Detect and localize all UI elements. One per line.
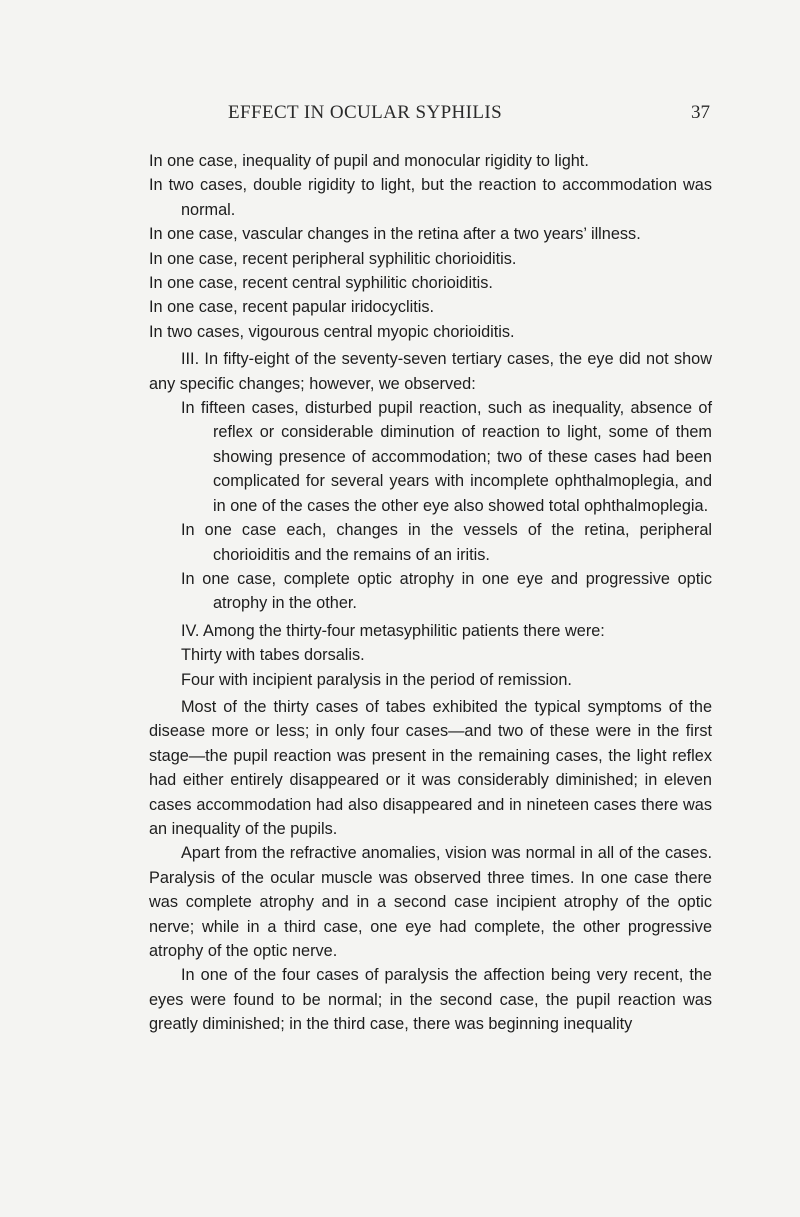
finding-item: In two cases, double rigidity to light, but the reaction to accommodation was normal. [149, 176, 712, 219]
finding-item: In one case, vascular changes in the retina after a two years’ illness. [149, 225, 641, 244]
finding-item: In one case, recent central syphilitic chorioiditis. [149, 274, 493, 293]
section-iii-lead: III. In fifty-eight of the seventy-seven tertiary cases, the eye did not show any specific changes; however, we observed: [149, 350, 712, 393]
section-iii-item: In fifteen cases, disturbed pupil reaction, such as inequality, absence of reflex or considerable diminution of reaction to light, some of them showing presence of accommodation; two of these cases had been complicated for several years with incomplete ophthalmoplegia, and in one of the cases the other eye also showed total ophthalmoplegia. [181, 399, 712, 515]
body-text [149, 149, 712, 1037]
finding-item: In one case, inequality of pupil and monocular rigidity to light. [149, 152, 589, 170]
body-paragraph: Most of the thirty cases of tabes exhibited the typical symptoms of the disease more or less; in only four cases—and two of these were in the first stage—the pupil reaction was present in the remaining cases, the light reflex had either entirely disappeared or it was considerably diminished; in eleven cases accommodation had also disappeared and in nineteen cases there was an inequality of the pupils. [149, 697, 712, 838]
section-iii-item: In one case each, changes in the vessels of the retina, peripheral chorioiditis and the remains of an iritis. [181, 521, 712, 564]
section-iii-list [149, 396, 712, 616]
page-header [228, 102, 710, 124]
section-iv-item: Thirty with tabes dorsalis. [181, 646, 365, 665]
page-number: 37 [691, 102, 710, 123]
section-iv-lead: IV. Among the thirty-four metasyphilitic patients there were: [181, 621, 605, 640]
finding-item: In two cases, vigourous central myopic chorioiditis. [149, 322, 515, 341]
body-paragraph: In one of the four cases of paralysis the affection being very recent, the eyes were found to be normal; in the second case, the pupil reaction was greatly diminished; in the third case, there was beginning inequality [149, 966, 712, 1034]
section-iv-list [149, 643, 712, 692]
finding-item: In one case, recent peripheral syphilitic chorioiditis. [149, 249, 517, 268]
running-head: EFFECT IN OCULAR SYPHILIS [228, 102, 503, 123]
section-iv-item: Four with incipient paralysis in the period of remission. [181, 670, 572, 689]
finding-item: In one case, recent papular iridocyclitis. [149, 298, 435, 317]
body-paragraph: Apart from the refractive anomalies, vision was normal in all of the cases. Paralysis of the ocular muscle was observed three times. In one case there was complete atrophy and in a second case incipient atrophy of the optic nerve; while in a third case, one eye had complete, the other progressive atrophy of the optic nerve. [149, 844, 712, 960]
section-iii-item: In one case, complete optic atrophy in one eye and progressive optic atrophy in the other. [181, 569, 712, 613]
